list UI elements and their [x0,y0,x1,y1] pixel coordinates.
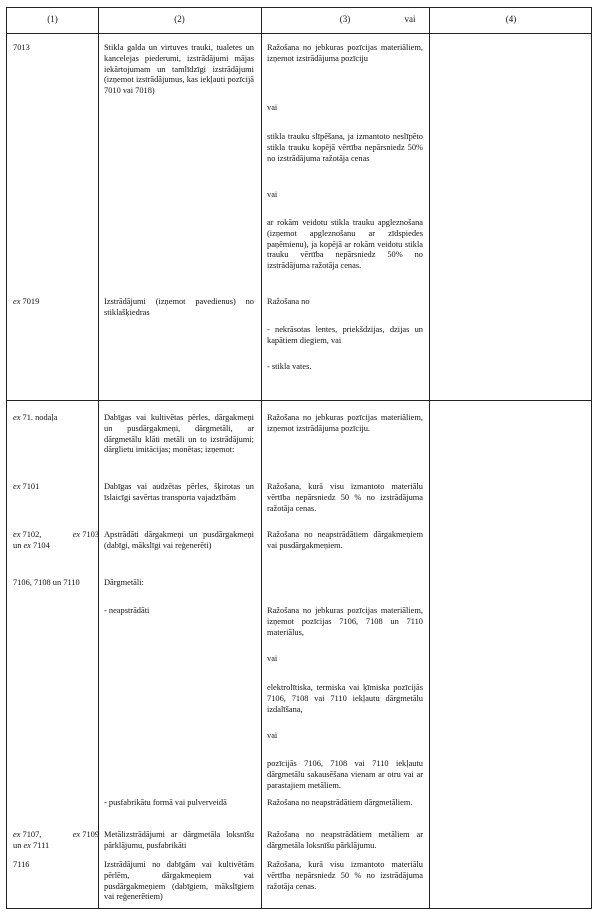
code-7109: 7109 [82,830,99,839]
rule-7013-c: ar rokām veidotu stikla trauku apgleznošana (izņemot apgleznošanu ar zīdspiedes paņēmienu), ja kopējā ar rokām veidotu stikla trauku vērtība nepārsniedz 50% no izstrādājuma ražotāja cenas. [267,218,423,270]
ex-marker: ex [13,530,21,539]
desc-7106-7110-sub-2: - pusfabrikātu formā vai pulverveidā [104,798,227,807]
column-divider [98,8,99,908]
rule-7116-a: Ražošana, kurā visu izmantoto materiālu vērtība nepārsniedz 50 % no izstrādājuma ražotāja cenas. [267,860,423,891]
code-ex-7019 [13,297,99,308]
row-divider [7,400,591,401]
rule-7019-item-1: - nekrāsotas lentes, priekšdzijas, dzijas un kapātiem diegiem, vai [267,325,423,345]
code-7019: 7019 [22,297,40,306]
rule-7106-7110-b: elektrolītiska, termiska vai ķīmiska pozīcijās 7106, 7108 vai 7110 iekļautu dārgmetālu izdalīšana, [267,683,423,714]
rule-7106-7110-c: pozīcijās 7106, 7108 vai 7110 iekļautu dārgmetālu sakausēšana vienam ar otru vai ar parastajiem metāliem. [267,759,423,790]
code-ex-71 [13,413,99,424]
rule-7106-7110-d: Ražošana no neapstrādātiem dārgmetāliem. [267,798,413,807]
or-7106-7110-2: vai [267,731,278,740]
code-un: un [13,840,22,850]
ex-marker: ex [13,830,21,839]
code-7103: 7103 [82,530,99,539]
ex-marker: ex [23,840,31,850]
code-line-2 [13,541,99,552]
header-col-4: (4) [505,14,517,24]
desc-7116: Izstrādājumi no dabīgām vai kultivētām pērlēm, dārgakmeņiem vai pusdārgakmeņiem (dabīgiem, mākslīgiem vai reģenerētiem) [104,860,254,902]
rule-7101-a: Ražošana, kurā visu izmantoto materiālu vērtība nepārsniedz 50 % no izstrādājuma ražotāja cenas. [267,482,423,513]
ex-marker: ex [13,297,21,306]
ex-marker: ex [72,830,81,839]
header-divider [7,33,591,34]
code-line-1 [13,830,99,841]
code-7104: 7104 [33,540,50,550]
code-7101: 7101 [22,482,40,491]
desc-7013: Stikla galda un virtuves trauki, tualetes un kancelejas piederumi, izstrādājumi mājas iekārtojumam un tamlīdzīgi izstrādājumi (izņemot izstrādājumus, kas iekļauti pozīcijā 7010 vai 7018) [104,43,254,95]
rule-7019-a: Ražošana no [267,297,310,306]
or-7013-1: vai [267,103,278,112]
code-7111: 7111 [33,840,50,850]
code-7107: 7107, [22,830,42,839]
or-7106-7110-1: vai [267,654,278,663]
ex-marker: ex [13,482,21,491]
rule-7102-7104-a: Ražošana no neapstrādātiem dārgakmeņiem vai pusdārgakmeņiem. [267,530,423,550]
code-line-1 [13,530,99,541]
code-7102: 7102, [22,530,42,539]
rule-7013-b: stikla trauku slīpēšana, ja izmantoto neslīpēto stikla trauku kopējā vērtība nepārsniedz 50% no izstrādājuma ražotāja cenas [267,132,423,163]
code-7106-7108-7110: 7106, 7108 un 7110 [13,578,80,587]
code-ex-7101 [13,482,99,493]
header-col-1: (1) [47,14,58,24]
desc-7106-7110-sub-1: - neapstrādāti [104,606,150,615]
column-divider [261,8,262,908]
desc-7107-7111: Metālizstrādājumi ar dārgmetāla loksnīšu pārklājumu, pusfabrikāti [104,830,254,850]
rule-7019-item-2: - stikla vates. [267,362,312,371]
code-ex-7107-7111 [13,830,99,852]
desc-71: Dabīgas vai kultivētas pērles, dārgakmeņi un pusdārgakmeņi, dārgmetāli, ar dārgmetālu klāti metāli un to izstrādājumi; dārglietu imitācijas; monētas; izņemot: [104,413,254,455]
code-un: un [13,540,22,550]
rule-7013-a: Ražošana no jebkuras pozīcijas materiāliem, izņemot izstrādājuma pozīciju [267,43,423,63]
header-col-2: (2) [174,14,185,24]
code-7013: 7013 [13,43,30,52]
ex-marker: ex [13,413,21,422]
or-7013-2: vai [267,190,278,199]
rule-7107-7111-a: Ražošana no neapstrādātiem metāliem ar dārgmetāla loksnīšu pārklājumu. [267,830,423,850]
header-col-3-vai: vai [404,14,416,24]
desc-7019: Izstrādājumi (izņemot pavedienus) no stiklašķiedras [104,297,254,317]
header-col-3: (3) [339,14,351,24]
column-divider [429,8,430,908]
ex-marker: ex [72,530,81,539]
code-ex-7102-7104 [13,530,99,552]
rules-table [6,7,592,909]
desc-7106-7110: Dārgmetāli: [104,578,144,587]
ex-marker: ex [23,540,31,550]
code-7116: 7116 [13,860,30,869]
code-71-chapter: 71. nodaļa [22,413,58,422]
rule-7106-7110-a: Ražošana no jebkuras pozīcijas materiāliem, izņemot pozīcijas 7106, 7108 un 7110 materiālus, [267,606,423,637]
desc-7101: Dabīgas vai audzētas pērles, šķirotas un īslaicīgi savērtas transporta vajadzībām [104,482,254,502]
rule-71-a: Ražošana no jebkuras pozīcijas materiāliem, izņemot izstrādājuma pozīciju. [267,413,423,433]
code-line-2 [13,841,99,852]
desc-7102-7104: Apstrādāti dārgakmeņi un pusdārgakmeņi (dabīgi, mākslīgi vai reģenerēti) [104,530,254,550]
